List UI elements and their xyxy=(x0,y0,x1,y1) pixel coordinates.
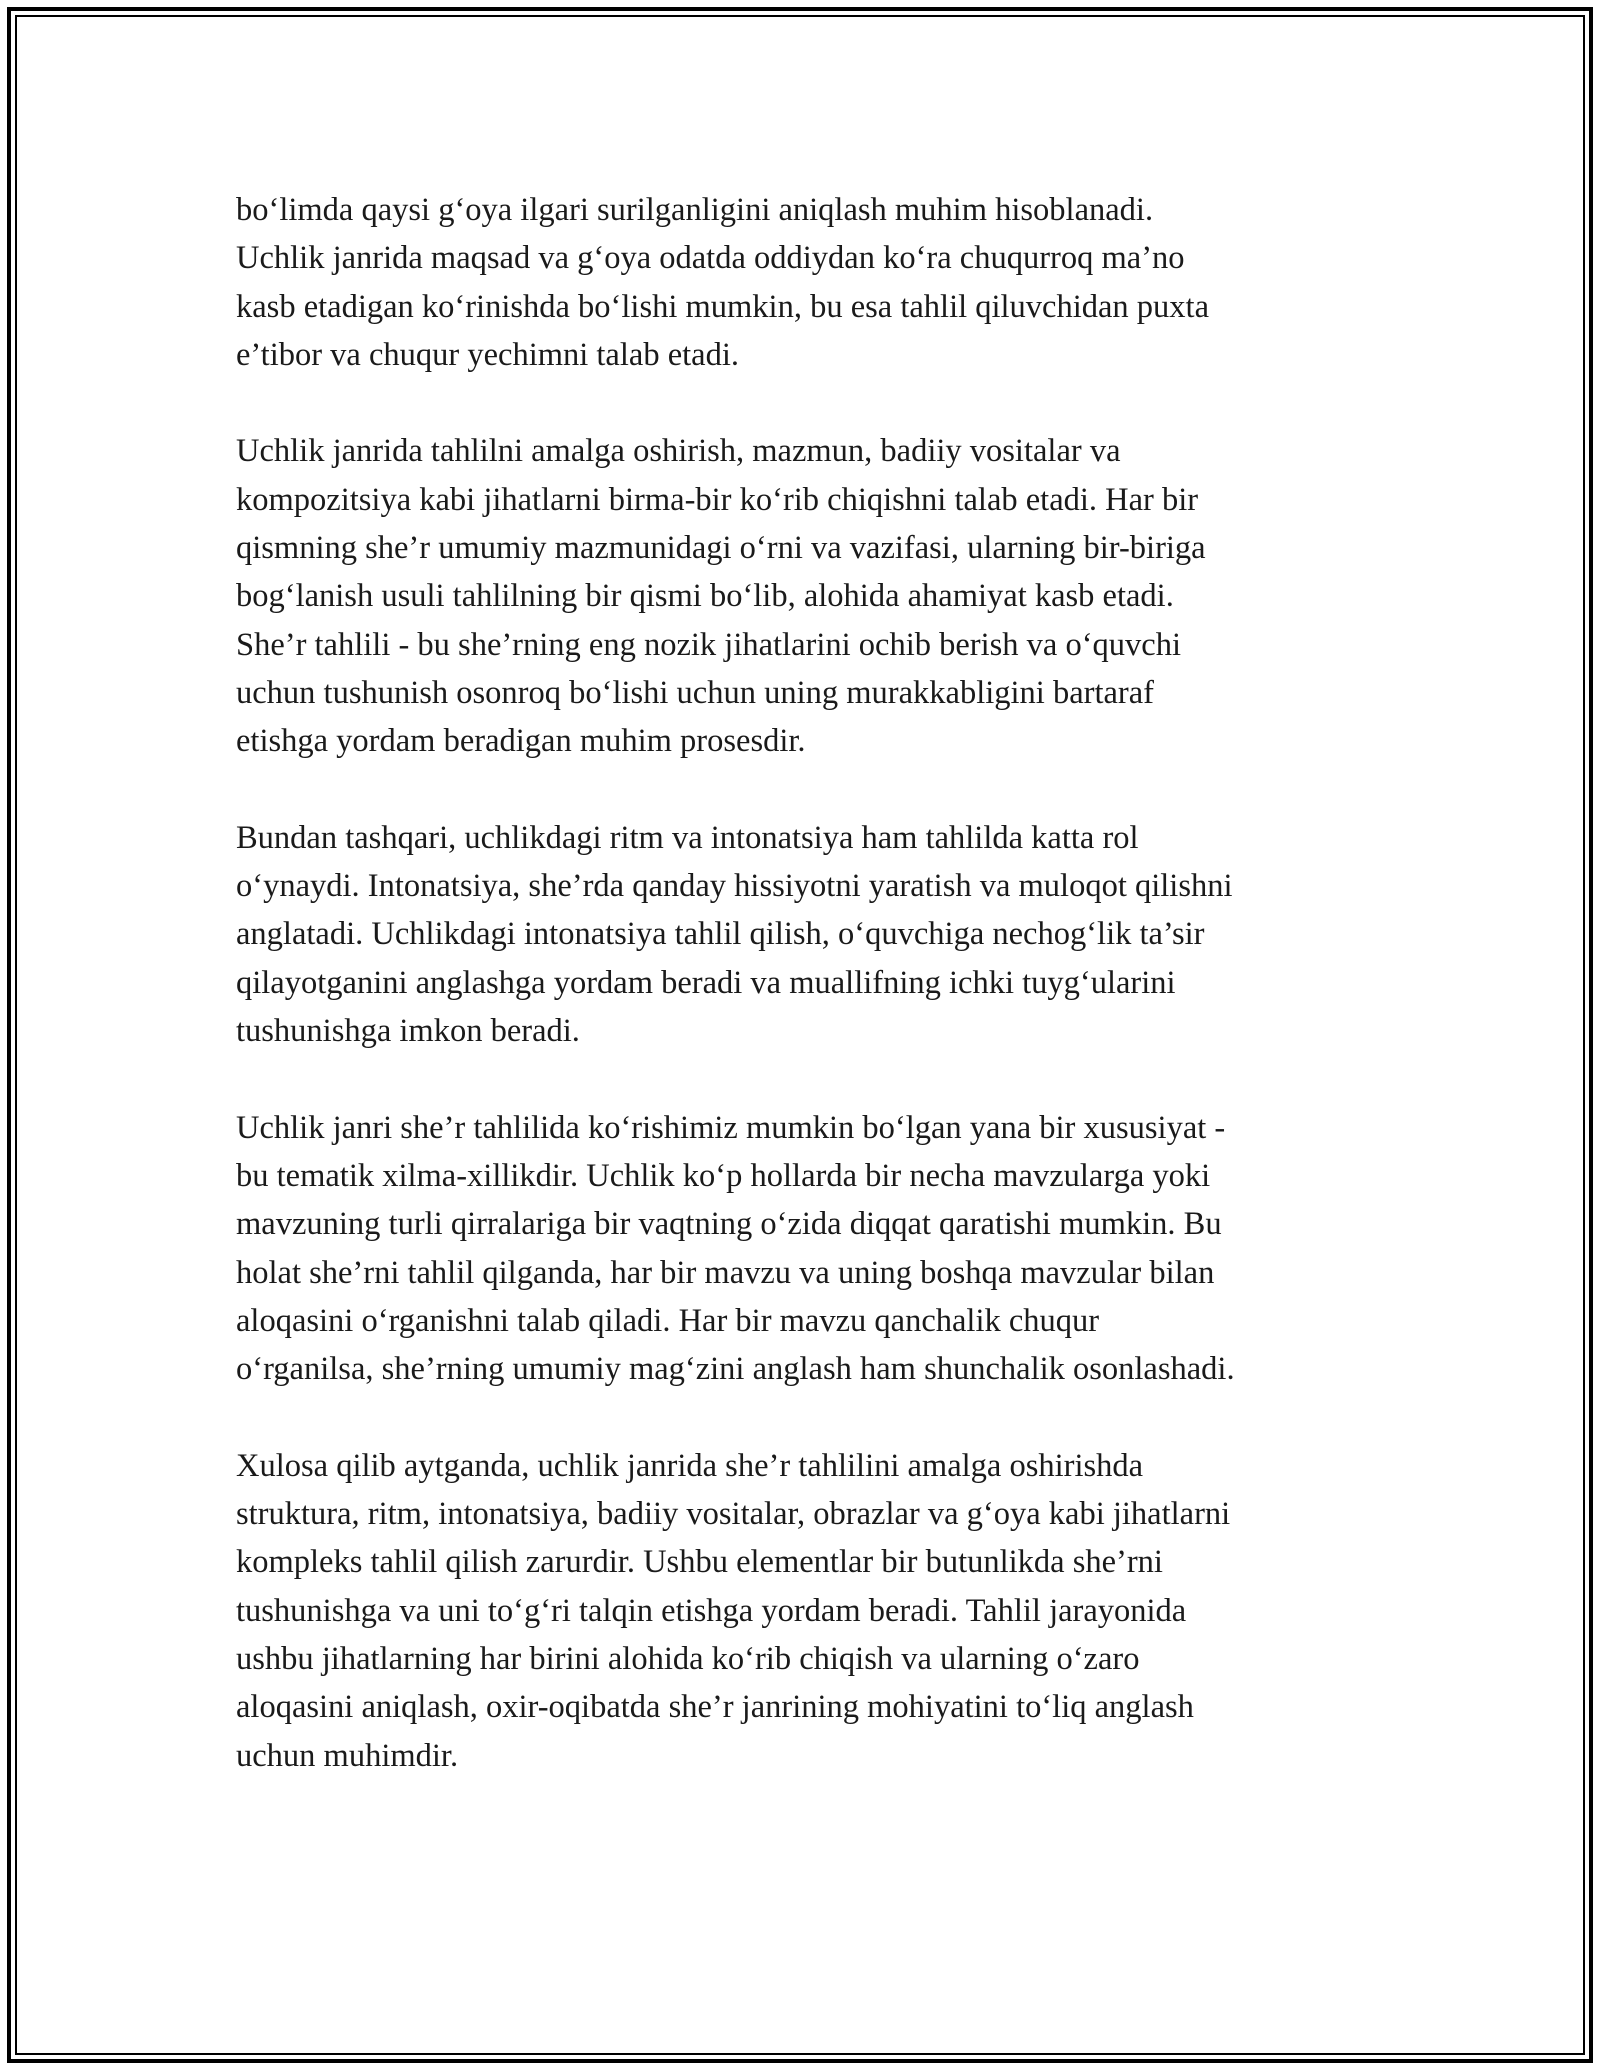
text-line: qilayotganini anglashga yordam beradi va muallifning ichki tuyg‘ularini xyxy=(236,964,1176,1001)
paragraph-5 xyxy=(236,1442,1364,1780)
text-line: tushunishga imkon beradi. xyxy=(236,1013,580,1050)
text-line: ushbu jihatlarning har birini alohida ko‘rib chiqish va ularning o‘zaro xyxy=(236,1640,1140,1677)
text-line: anglatadi. Uchlikdagi intonatsiya tahlil qilish, o‘quvchiga nechog‘lik ta’sir xyxy=(236,916,1205,953)
text-line: Uchlik janrida tahlilni amalga oshirish, mazmun, badiiy vositalar va xyxy=(236,433,1121,470)
text-line: e’tibor va chuqur yechimni talab etadi. xyxy=(236,336,739,373)
text-line: aloqasini aniqlash, oxir-oqibatda she’r janrining mohiyatini to‘liq anglash xyxy=(236,1689,1194,1726)
text-line: Xulosa qilib aytganda, uchlik janrida she’r tahlilini amalga oshirishda xyxy=(236,1447,1144,1484)
text-line: mavzuning turli qirralariga bir vaqtning o‘zida diqqat qaratishi mumkin. Bu xyxy=(236,1206,1222,1243)
text-line: tushunishga va uni to‘g‘ri talqin etishga yordam beradi. Tahlil jarayonida xyxy=(236,1592,1187,1629)
text-line: She’r tahlili - bu she’rning eng nozik jihatlarini ochib berish va o‘quvchi xyxy=(236,626,1181,663)
text-line: o‘rganilsa, she’rning umumiy mag‘zini anglash ham shunchalik osonlashadi. xyxy=(236,1351,1235,1388)
text-line: uchun muhimdir. xyxy=(236,1737,459,1774)
paragraph-1 xyxy=(236,186,1364,379)
text-line: struktura, ritm, intonatsiya, badiiy vositalar, obrazlar va g‘oya kabi jihatlarni xyxy=(236,1496,1231,1533)
paragraph-3 xyxy=(236,814,1364,1055)
text-line: qismning she’r umumiy mazmunidagi o‘rni va vazifasi, ularning bir-biriga xyxy=(236,530,1206,567)
paragraph-4 xyxy=(236,1104,1364,1394)
text-line: bu tematik xilma-xillikdir. Uchlik ko‘p hollarda bir necha mavzularga yoki xyxy=(236,1157,1211,1194)
text-line: o‘ynaydi. Intonatsiya, she’rda qanday hissiyotni yaratish va muloqot qilishni xyxy=(236,868,1233,905)
text-line: aloqasini o‘rganishni talab qiladi. Har bir mavzu qanchalik chuqur xyxy=(236,1302,1100,1339)
text-line: kompozitsiya kabi jihatlarni birma-bir ko‘rib chiqishni talab etadi. Har bir xyxy=(236,481,1199,518)
text-line: holat she’rni tahlil qilganda, har bir mavzu va uning boshqa mavzular bilan xyxy=(236,1254,1215,1291)
text-line: etishga yordam beradigan muhim prosesdir. xyxy=(236,723,806,760)
text-line: Uchlik janrida maqsad va g‘oya odatda oddiydan ko‘ra chuqurroq ma’no xyxy=(236,240,1185,277)
text-line: kompleks tahlil qilish zarurdir. Ushbu elementlar bir butunlikda she’rni xyxy=(236,1544,1163,1581)
text-line: kasb etadigan ko‘rinishda bo‘lishi mumkin, bu esa tahlil qiluvchidan puxta xyxy=(236,288,1210,325)
document-body xyxy=(236,186,1364,1828)
text-line: uchun tushunish osonroq bo‘lishi uchun uning murakkabligini bartaraf xyxy=(236,674,1154,711)
text-line: Bundan tashqari, uchlikdagi ritm va intonatsiya ham tahlilda katta rol xyxy=(236,819,1139,856)
text-line: Uchlik janri she’r tahlilida ko‘rishimiz mumkin bo‘lgan yana bir xususiyat - xyxy=(236,1109,1226,1146)
text-line: bog‘lanish usuli tahlilning bir qismi bo‘lib, alohida ahamiyat kasb etadi. xyxy=(236,578,1174,615)
paragraph-2 xyxy=(236,427,1364,765)
text-line: bo‘limda qaysi g‘oya ilgari surilganligini aniqlash muhim hisoblanadi. xyxy=(236,192,1154,228)
